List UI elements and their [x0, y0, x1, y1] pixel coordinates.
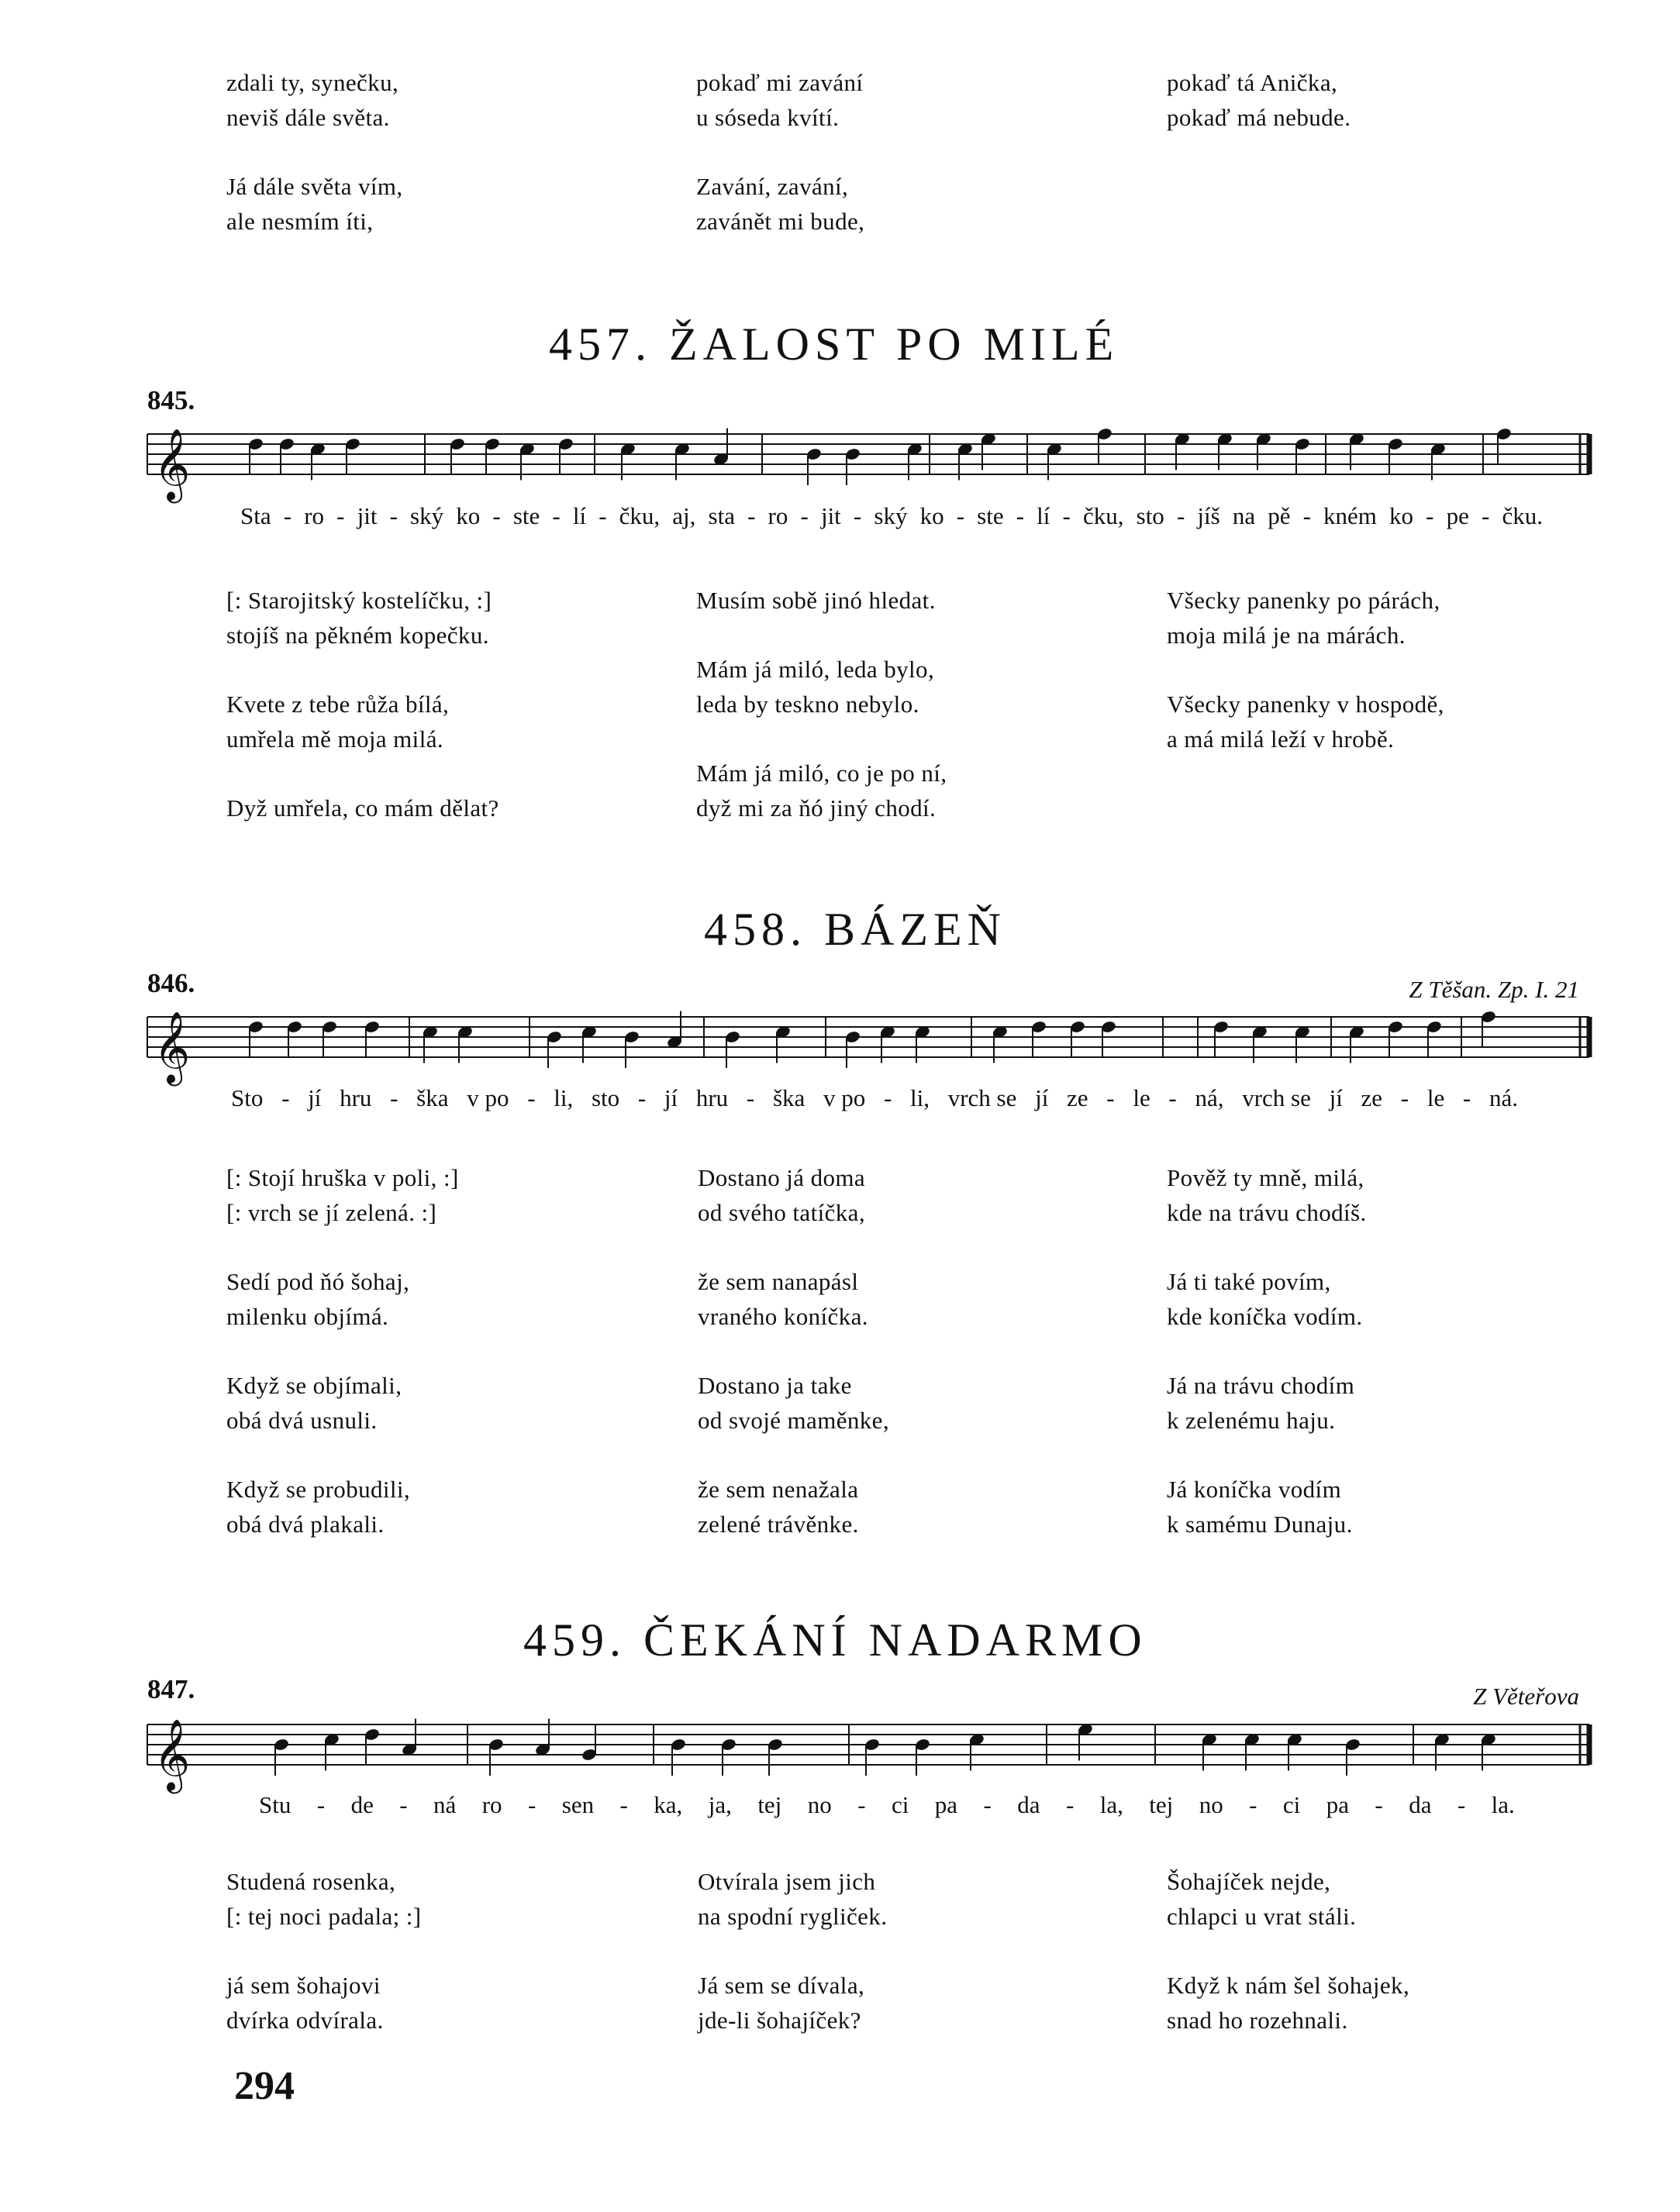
- lyric-hyphen: -: [853, 502, 862, 529]
- lyric-syllable: ro: [304, 502, 325, 529]
- lyric-hyphen: -: [283, 502, 292, 529]
- lyric-syllable: ko: [456, 502, 481, 529]
- lyric-syllable: Stu: [259, 1791, 291, 1818]
- verse-line: Zavání, zavání,: [696, 173, 849, 200]
- lyric-syllable: lí: [572, 502, 587, 529]
- verse-line: Já ti také povím,: [1167, 1268, 1331, 1295]
- lyric-syllable: Sto: [231, 1084, 264, 1111]
- verse-line: Všecky panenky po párách,: [1167, 587, 1440, 614]
- lyric-hyphen: -: [1106, 1084, 1115, 1111]
- lyric-hyphen: -: [528, 1791, 536, 1818]
- source-note: Z Těšan. Zp. I. 21: [1409, 976, 1579, 1003]
- lyric-syllable: Sta: [240, 502, 271, 529]
- melody-number: 847.: [147, 1674, 195, 1704]
- verse-line: k samému Dunaju.: [1167, 1511, 1353, 1538]
- lyric-syllable: na: [1232, 502, 1256, 529]
- verse-column: [1167, 583, 1444, 756]
- lyric-hyphen: -: [857, 1791, 866, 1818]
- lyric-syllable: la,: [1099, 1791, 1123, 1818]
- verse-line: milenku objímá.: [226, 1303, 389, 1330]
- lyric-syllable: le: [1133, 1084, 1150, 1111]
- verse-line: Mám já miló, leda bylo,: [696, 656, 935, 683]
- lyric-syllable: pa: [934, 1791, 958, 1818]
- source-note: Z Věteřova: [1473, 1683, 1579, 1710]
- song-title: 458. BÁZEŇ: [704, 904, 1006, 955]
- verse-line: Když k nám šel šohajek,: [1167, 1972, 1410, 1999]
- lyric-syllable: sen: [561, 1791, 595, 1818]
- lyric-hyphen: -: [1249, 1791, 1257, 1818]
- verse-line: zelené trávěnke.: [698, 1511, 859, 1538]
- lyric-syllable: ský: [874, 502, 908, 529]
- verse-line: Pověž ty mně, milá,: [1167, 1164, 1364, 1191]
- verse-column: [698, 1864, 887, 2038]
- song-title: 457. ŽALOST PO MILÉ: [549, 319, 1119, 370]
- lyric-hyphen: -: [527, 1084, 536, 1111]
- verse-line: já sem šohajovi: [226, 1972, 381, 1999]
- treble-clef-icon: 𝄞: [154, 428, 191, 500]
- verse-column: [696, 583, 947, 825]
- lyric-syllable: ko: [1389, 502, 1414, 529]
- lyric-syllable: jí: [1329, 1084, 1343, 1111]
- lyric-hyphen: -: [1065, 1791, 1075, 1818]
- lyric-syllable: de: [350, 1791, 374, 1818]
- verse-line: k zelenému haju.: [1167, 1407, 1336, 1434]
- verse-line: [: vrch se jí zelená. :]: [226, 1199, 437, 1226]
- lyric-hyphen: -: [1176, 502, 1185, 529]
- lyric-hyphen: -: [1462, 1084, 1471, 1111]
- verse-line: [: tej noci padala; :]: [226, 1903, 422, 1930]
- verse-line: Mám já miló, co je po ní,: [696, 760, 947, 787]
- verse-line: zavánět mi bude,: [696, 208, 865, 235]
- verse-line: Já na trávu chodím: [1167, 1372, 1355, 1399]
- lyric-syllable: pa: [1326, 1791, 1349, 1818]
- lyric-syllable: ste: [512, 502, 540, 529]
- verse-line: Já koníčka vodím: [1167, 1476, 1342, 1503]
- lyric-syllable: hru: [695, 1084, 729, 1111]
- verse-line: Všecky panenky v hospodě,: [1167, 691, 1444, 718]
- lyric-syllable: jíš: [1197, 502, 1220, 529]
- verse-line: že sem nenažala: [698, 1476, 859, 1503]
- lyric-syllable: v po: [823, 1084, 866, 1111]
- lyric-hyphen: -: [619, 1791, 628, 1818]
- lyric-syllable: ná: [433, 1791, 457, 1818]
- verse-line: Dyž umřela, co mám dělat?: [226, 794, 499, 822]
- music-staff: [0, 419, 1680, 504]
- lyric-syllable: jit: [357, 502, 378, 529]
- lyric-hyphen: -: [746, 1084, 755, 1111]
- lyric-syllable: jí: [1035, 1084, 1049, 1111]
- lyric-syllable: pe: [1446, 502, 1469, 529]
- melody-number: 846.: [147, 968, 195, 998]
- verse-line: kde koníčka vodím.: [1167, 1303, 1363, 1330]
- lyric-syllable: ška: [772, 1084, 806, 1111]
- verse-line: vraného koníčka.: [698, 1303, 868, 1330]
- lyric-hyphen: -: [599, 502, 607, 529]
- verse-line: snad ho rozehnali.: [1167, 2007, 1348, 2034]
- verse-line: stojíš na pěkném kopečku.: [226, 622, 489, 649]
- lyric-syllable: li,: [554, 1084, 574, 1111]
- lyric-syllable: vrch se: [1242, 1084, 1311, 1111]
- lyric-hyphen: -: [492, 502, 501, 529]
- lyric-syllable: le: [1426, 1084, 1445, 1111]
- verse-line: Když se probudili,: [226, 1476, 411, 1503]
- top-verse-col-1: [226, 65, 403, 239]
- verse-line: Šohajíček nejde,: [1167, 1868, 1331, 1895]
- treble-clef-icon: 𝄞: [154, 1718, 191, 1790]
- verse-column: [1167, 1160, 1367, 1542]
- verse-line: Dostano já doma: [698, 1164, 866, 1191]
- lyric-hyphen: -: [1062, 502, 1071, 529]
- melody-number: 845.: [147, 385, 195, 415]
- verse-line: u sóseda kvítí.: [696, 104, 840, 131]
- lyric-hyphen: -: [316, 1791, 326, 1818]
- lyric-syllable: ze: [1067, 1084, 1088, 1111]
- lyric-syllable: ška: [416, 1084, 449, 1111]
- lyric-hyphen: -: [389, 502, 398, 529]
- lyric-hyphen: -: [1426, 502, 1434, 529]
- lyric-syllable: kném: [1323, 502, 1377, 529]
- lyric-hyphen: -: [1168, 1084, 1177, 1111]
- lyrics-line: [231, 1084, 1518, 1112]
- lyric-syllable: da: [1017, 1791, 1040, 1818]
- lyric-syllable: ka,: [654, 1791, 683, 1818]
- lyric-syllable: tej: [757, 1791, 782, 1818]
- verse-line: jde-li šohajíček?: [698, 2007, 861, 2034]
- lyric-syllable: čku,: [619, 502, 661, 529]
- verse-column: [1167, 1864, 1409, 2038]
- verse-column: [226, 1160, 459, 1542]
- music-staff: [0, 1001, 1680, 1087]
- lyric-hyphen: -: [1482, 502, 1490, 529]
- top-verse-col-3: [1167, 65, 1351, 135]
- lyric-hyphen: -: [983, 1791, 992, 1818]
- top-verse-col-2: [696, 65, 864, 239]
- lyric-syllable: ná,: [1195, 1084, 1224, 1111]
- lyric-hyphen: -: [1302, 502, 1311, 529]
- music-staff: [0, 1709, 1680, 1794]
- lyric-syllable: ci: [891, 1791, 909, 1818]
- lyric-syllable: lí: [1037, 502, 1050, 529]
- lyrics-line: [259, 1791, 1515, 1819]
- verse-line: Sedí pod ňó šohaj,: [226, 1268, 410, 1295]
- verse-line: Když se objímali,: [226, 1372, 402, 1399]
- verse-line: Kvete z tebe růža bílá,: [226, 691, 450, 718]
- verse-line: [: Starojitský kostelíčku, :]: [226, 587, 492, 614]
- lyric-syllable: da: [1409, 1791, 1432, 1818]
- verse-line: od svého tatíčka,: [698, 1199, 865, 1226]
- lyric-syllable: čku.: [1502, 502, 1543, 529]
- lyric-syllable: v po: [467, 1084, 509, 1111]
- lyric-syllable: pě: [1268, 502, 1291, 529]
- lyric-syllable: vrch se: [947, 1084, 1017, 1111]
- lyric-hyphen: -: [281, 1084, 290, 1111]
- verse-line: na spodní rygliček.: [698, 1903, 888, 1930]
- verse-line: [: Stojí hruška v poli, :]: [226, 1164, 459, 1191]
- lyric-hyphen: -: [1375, 1791, 1383, 1818]
- lyric-hyphen: -: [1016, 502, 1025, 529]
- lyric-syllable: hru: [340, 1084, 372, 1111]
- page-number: 294: [234, 2064, 295, 2108]
- verse-line: obá dvá usnuli.: [226, 1407, 378, 1434]
- verse-column: [698, 1160, 889, 1542]
- lyric-syllable: ná.: [1489, 1084, 1518, 1111]
- verse-column: [226, 1864, 422, 2038]
- lyric-hyphen: -: [552, 502, 561, 529]
- lyric-hyphen: -: [1457, 1791, 1466, 1818]
- verse-line: pokaď má nebude.: [1167, 104, 1351, 131]
- verse-line: Studená rosenka,: [226, 1868, 396, 1895]
- verse-line: pokaď tá Anička,: [1167, 69, 1338, 96]
- lyric-syllable: ze: [1361, 1084, 1383, 1111]
- lyric-syllable: tej: [1149, 1791, 1174, 1818]
- verse-line: Otvírala jsem jich: [698, 1868, 876, 1895]
- lyric-syllable: ci: [1282, 1791, 1301, 1818]
- lyric-syllable: sta: [708, 502, 735, 529]
- verse-line: moja milá je na márách.: [1167, 622, 1406, 649]
- lyric-syllable: ja,: [708, 1791, 732, 1818]
- song-title: 459. ČEKÁNÍ NADARMO: [523, 1614, 1147, 1666]
- lyric-syllable: ste: [977, 502, 1004, 529]
- verse-line: umřela mě moja milá.: [226, 725, 444, 753]
- lyric-syllable: čku,: [1082, 502, 1124, 529]
- verse-line: obá dvá plakali.: [226, 1511, 385, 1538]
- lyric-hyphen: -: [883, 1084, 892, 1111]
- lyric-syllable: no: [1199, 1791, 1223, 1818]
- lyric-hyphen: -: [399, 1791, 408, 1818]
- verse-line: chlapci u vrat stáli.: [1167, 1903, 1357, 1930]
- lyric-hyphen: -: [336, 502, 345, 529]
- verse-line: leda by teskno nebylo.: [696, 691, 919, 718]
- verse-line: od svojé maměnke,: [698, 1407, 889, 1434]
- lyric-syllable: ro: [481, 1791, 502, 1818]
- lyric-syllable: jí: [308, 1084, 322, 1111]
- lyric-syllable: jit: [820, 502, 841, 529]
- lyric-syllable: jí: [664, 1084, 678, 1111]
- verse-line: Musím sobě jinó hledat.: [696, 587, 936, 614]
- lyric-syllable: sto: [591, 1084, 620, 1111]
- verse-line: dvírka odvírala.: [226, 2007, 384, 2034]
- verse-line: kde na trávu chodíš.: [1167, 1199, 1367, 1226]
- lyric-hyphen: -: [956, 502, 965, 529]
- lyric-syllable: ro: [768, 502, 788, 529]
- verse-line: Dostano ja take: [698, 1372, 852, 1399]
- verse-line: neviš dále světa.: [226, 104, 390, 131]
- verse-column: [226, 583, 499, 825]
- lyric-syllable: ský: [410, 502, 444, 529]
- verse-line: Já dále světa vím,: [226, 173, 403, 200]
- lyric-hyphen: -: [747, 502, 756, 529]
- verse-line: zdali ty, synečku,: [226, 69, 399, 96]
- lyric-hyphen: -: [1400, 1084, 1409, 1111]
- verse-line: pokaď mi zavání: [696, 69, 864, 96]
- lyric-syllable: sto: [1136, 502, 1164, 529]
- lyric-syllable: la.: [1491, 1791, 1515, 1818]
- treble-clef-icon: 𝄞: [154, 1011, 191, 1083]
- lyric-hyphen: -: [390, 1084, 398, 1111]
- lyric-hyphen: -: [637, 1084, 647, 1111]
- verse-line: a má milá leží v hrobě.: [1167, 725, 1395, 753]
- lyrics-line: [240, 502, 1543, 530]
- verse-line: dyž mi za ňó jiný chodí.: [696, 794, 937, 822]
- lyric-syllable: li,: [910, 1084, 930, 1111]
- verse-line: ale nesmím íti,: [226, 208, 374, 235]
- verse-line: že sem nanapásl: [698, 1268, 859, 1295]
- lyric-syllable: no: [807, 1791, 832, 1818]
- lyric-hyphen: -: [800, 502, 809, 529]
- lyric-syllable: aj,: [672, 502, 696, 529]
- verse-line: Já sem se dívala,: [698, 1972, 865, 1999]
- lyric-syllable: ko: [919, 502, 944, 529]
